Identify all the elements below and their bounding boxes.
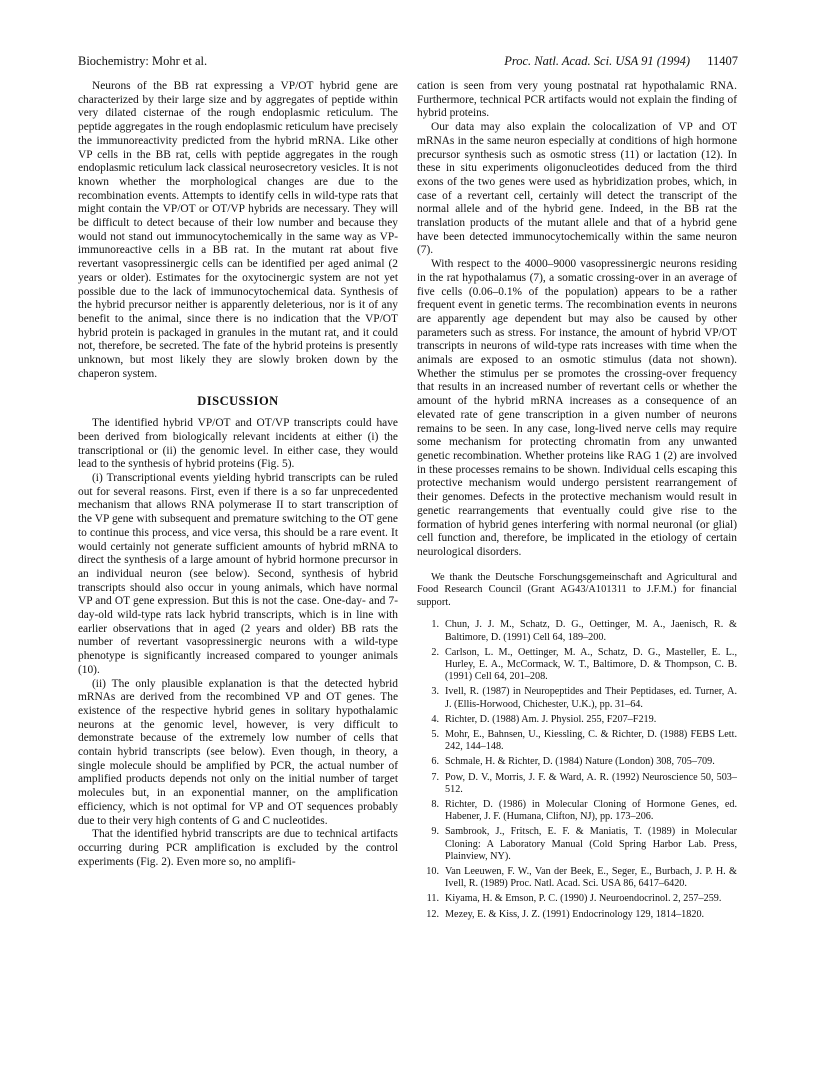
reference-text: Sambrook, J., Fritsch, E. F. & Maniatis, T. (1989) in Molecular Cloning: A Laboratory Manual (Cold Spring Harbor Lab. Press, Plainview, NY). [445,826,737,862]
reference-item [417,772,737,796]
reference-item [417,619,737,643]
running-head-left: Biochemistry: Mohr et al. [78,54,208,68]
reference-item [417,686,737,710]
reference-number: 7. [431,771,439,783]
paragraph: That the identified hybrid transcripts are due to technical artifacts occurring during PCR amplification is excluded by the control experiments (Fig. 2). Even more so, no amplifi- [78,828,398,868]
reference-item [417,866,737,890]
page-header [78,54,738,72]
reference-item [417,826,737,863]
paragraph: (i) Transcriptional events yielding hybrid transcripts can be ruled out for several reasons. First, even if there is a so far unprecedented mechanism that allows RNA polymerase II to start transcription of the VP gene with subsequent and premature switching to the OT gene to continue this process, and vice versa, this should be a rare event. It would certainly not generate sufficient amounts of hybrid mRNA to direct the synthesis of a large amount of hybrid hormone precursor in an individual neuron (see below). Second, synthesis of hybrid transcripts should also occur in young animals, which have normal VP and OT gene expression. But this is not the case. One-day- and 7-day-old wild-type rats lack hybrid transcripts, which is in line with earlier observations that in aged (2 years and older) BB rats the number of revertant vasopressinergic neurons with a wild-type phenotype is significantly increased compared to younger animals (10). [78,471,398,676]
reference-item [417,893,737,905]
reference-number: 4. [431,713,439,725]
reference-text: Schmale, H. & Richter, D. (1984) Nature (London) 308, 705–709. [445,756,715,768]
left-column [78,80,398,869]
reference-item [417,909,737,921]
paragraph: (ii) The only plausible explanation is that the detected hybrid mRNAs are derived from the recombined VP and OT genes. The existence of the respective hybrid genes in solitary hypothalamic neurons at the genomic level, however, is very difficult to demonstrate because of the extremely low number of cells that contain hybrid transcripts (see below). Even though, in theory, a single molecule should be amplified by PCR, the actual number of amplified products depends not only on the initial number of target molecules but, in an exponential manner, on the amplification efficiency, which is not optimal for VP and OT sequences probably due to their very high contents of G and C nucleotides. [78,677,398,827]
reference-number: 1. [431,619,439,631]
running-head-right [504,54,738,69]
reference-item [417,714,737,726]
reference-number: 12. [426,908,439,920]
reference-text: Richter, D. (1986) in Molecular Cloning of Hormone Genes, ed. Habener, J. F. (Humana, Clifton, NJ), pp. 173–206. [445,799,737,823]
reference-number: 2. [431,646,439,658]
reference-number: 9. [431,826,439,838]
reference-number: 11. [426,893,439,905]
reference-text: Chun, J. J. M., Schatz, D. G., Oettinger, M. A., Jaenisch, R. & Baltimore, D. (1991) Cell 64, 189–200. [445,619,737,643]
reference-list [417,619,737,920]
paragraph: Our data may also explain the colocalization of VP and OT mRNAs in the same neuron especially at conditions of high hormone precursor synthesis such as osmotic stress (11) or lactation (12). In these in situ experiments oligonucleotides deduced from the third exons of the two genes were used as hybridization probes, which, in case of a revertant cell, certainly will detect the transcript of the normal allele and of the hybrid gene. Indeed, in the BB rat the translation products of the mutant allele and that of a hybrid gene have been detected immunocytochemically within the same neuron (7). [417,121,737,257]
reference-number: 8. [431,799,439,811]
right-column [417,80,737,924]
paragraph: cation is seen from very young postnatal rat hypothalamic RNA. Furthermore, technical PCR artifacts would not explain the finding of hybrid proteins. [417,80,737,120]
reference-text: Mohr, E., Bahnsen, U., Kiessling, C. & Richter, D. (1988) FEBS Lett. 242, 144–148. [445,729,737,753]
reference-number: 3. [431,686,439,698]
reference-number: 10. [426,866,439,878]
paragraph: With respect to the 4000–9000 vasopressinergic neurons residing in the rat hypothalamus (7), a somatic crossing-over in an average of five cells (0.06–0.1% of the population) appears to be a rather frequent event in genetic terms. The recombination events in neurons are apparently age dependent but may also be caused by other parameters such as stress. For instance, the amount of hybrid VP/OT transcripts in neurons of wild-type rats increases with time when the animals are exposed to an osmotic stimulus (data not shown). Whether the stimulus per se promotes the crossing-over frequency that results in an increased number of revertant cells or whether the amount of the hybrid mRNA increases as a consequence of an elevated rate of gene transcription in a given number of neurons remains to be seen. In any case, long-lived nerve cells may require some mechanism for protecting chromatin from any unwanted genetic recombination. Whether proteins like RAG 1 (2) are involved in these processes remains to be shown. Individual cells escaping this protective mechanism would undergo persistent rearrangement of their genomes. Defects in the protective mechanism would result in genetic rearrangements that eventually could give rise to the formation of hybrid genes interfering with normal neuronal (or glial) cell function and, therefore, be implicated in the etiology of certain neurological disorders. [417,258,737,558]
reference-text: Pow, D. V., Morris, J. F. & Ward, A. R. (1992) Neuroscience 50, 503–512. [445,771,737,795]
reference-text: Richter, D. (1988) Am. J. Physiol. 255, F207–F219. [445,713,657,725]
reference-number: 5. [431,729,439,741]
reference-number: 6. [431,756,439,768]
reference-item [417,729,737,753]
paragraph: Neurons of the BB rat expressing a VP/OT hybrid gene are characterized by their large size and by aggregates of peptide within very dilated cisternae of the rough endoplasmic reticulum. The peptide aggregates in the rough endoplasmic reticulum have precisely the immunoreactivity predicted from the hybrid mRNA. Like other VP cells in the BB rat, cells with peptide aggregates in the rough endoplasmic reticulum lack classical neurosecretory vesicles. It is not known whether the morphological changes are due to the recombination events. Attempts to identify cells in wild-type rats that might contain the VP/OT or OT/VP hybrids are necessary. They will be difficult to detect because of their low number and because they would not stand out immunocytochemically in the same way as VP-immunoreactive cells in a BB rat. In the mutant rat about five revertant vasopressinergic cells can be identified per aged animal (2 years or older). Estimates for the oxytocinergic system are not yet possible due to the lack of immunocytochemical data. Synthesis of the hybrid precursor neither is apparently deleterious, nor is it of any benefit to the animal, since there is no indication that the VP/OT hybrid protein is packaged in granules in the mutant rat, and it could not, therefore, be secreted. The fate of the hybrid proteins is presently unknown, but most likely they are slowly broken down by the chaperon system. [78,80,398,380]
reference-text: Mezey, E. & Kiss, J. Z. (1991) Endocrinology 129, 1814–1820. [445,908,705,920]
journal-citation: Proc. Natl. Acad. Sci. USA 91 (1994) [504,54,691,68]
acknowledgment: We thank the Deutsche Forschungsgemeinschaft and Agricultural and Food Research Council (Grant AG43/A101311 to J.F.M.) for financial support. [417,571,737,608]
reference-item [417,647,737,684]
reference-item [417,799,737,823]
reference-item [417,756,737,768]
reference-text: Van Leeuwen, F. W., Van der Beek, E., Seger, E., Burbach, J. P. H. & Ivell, R. (1989) Proc. Natl. Acad. Sci. USA 86, 6417–6420. [445,866,737,890]
paragraph: The identified hybrid VP/OT and OT/VP transcripts could have been derived from biologically relevant incidents at either (i) the transcriptional or (ii) the genomic level. In either case, they would lead to the synthesis of hybrid proteins (Fig. 5). [78,417,398,471]
reference-text: Kiyama, H. & Emson, P. C. (1990) J. Neuroendocrinol. 2, 257–259. [445,893,722,905]
reference-text: Ivell, R. (1987) in Neuropeptides and Their Peptidases, ed. Turner, A. J. (Ellis-Horwood, Chichester, U.K.), pp. 31–64. [445,686,737,710]
section-title-discussion: DISCUSSION [197,394,279,409]
reference-text: Carlson, L. M., Oettinger, M. A., Schatz, D. G., Masteller, E. L., Hurley, E. A., McCormack, W. T., Baltimore, D. & Thompson, C. B. (1991) Cell 64, 201–208. [445,646,737,683]
page-number: 11407 [707,54,738,68]
